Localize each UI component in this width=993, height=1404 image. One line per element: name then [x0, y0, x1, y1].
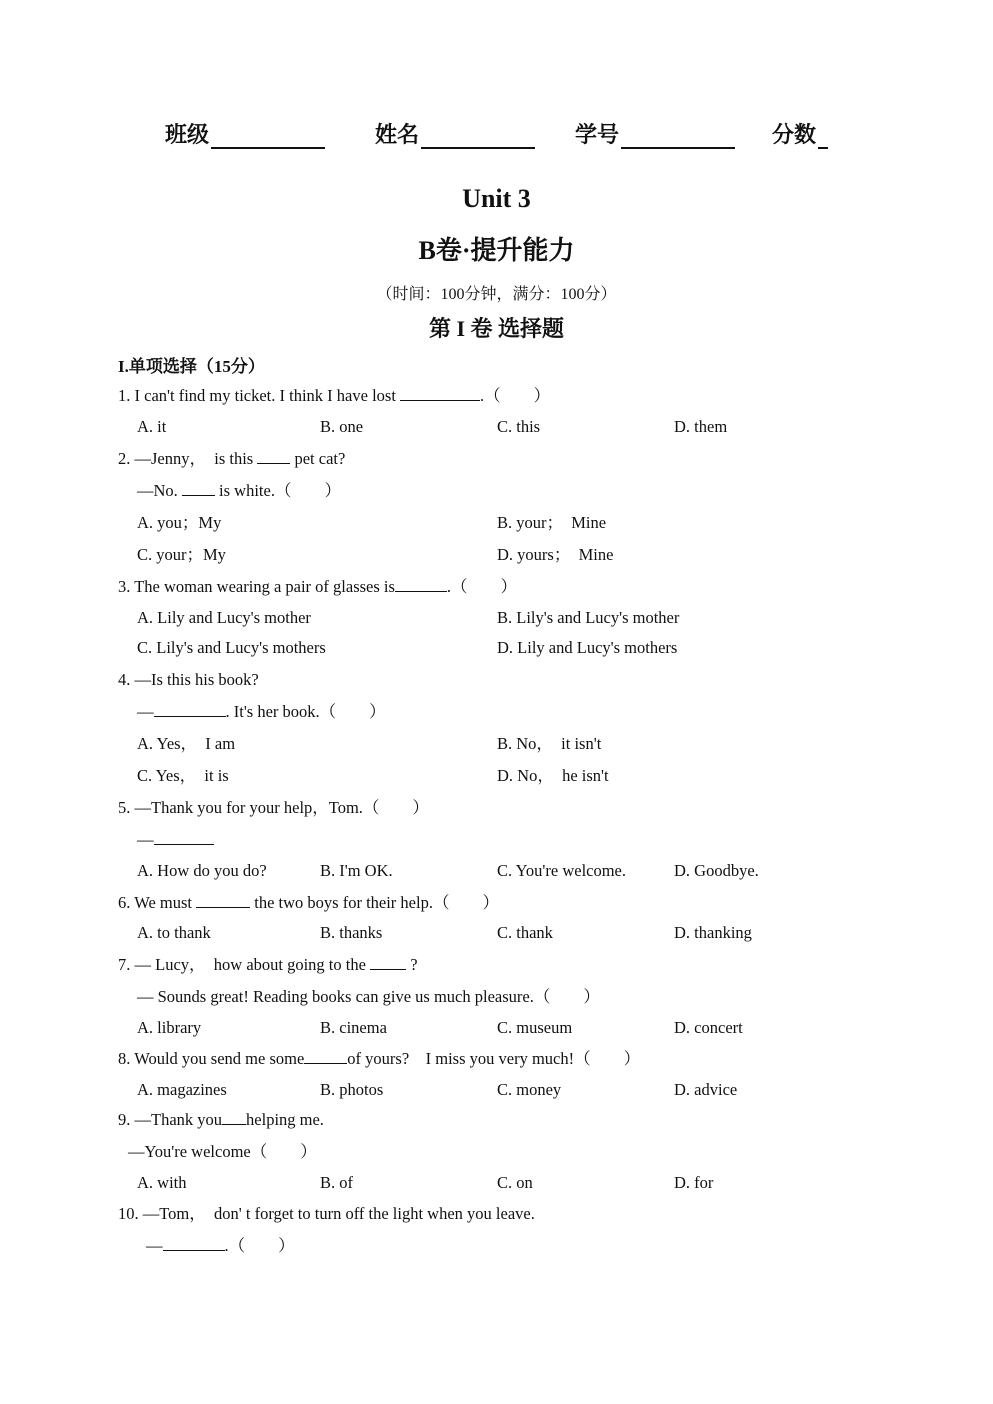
question-stem: 2. —Jenny， is this pet cat?: [118, 449, 346, 468]
option-a[interactable]: A. library: [137, 1018, 202, 1037]
name-label: 姓名: [375, 122, 420, 147]
student-id-blank[interactable]: [621, 123, 735, 149]
option-a[interactable]: A. to thank: [137, 923, 211, 942]
option-a[interactable]: A. with: [137, 1173, 187, 1192]
option-d[interactable]: D. for: [674, 1173, 714, 1192]
option-b[interactable]: B. of: [320, 1173, 353, 1192]
option-a[interactable]: A. it: [137, 417, 167, 436]
option-b[interactable]: B. No， it isn't: [497, 734, 602, 753]
question-reply: — Sounds great! Reading books can give us much pleasure.（ ）: [137, 987, 600, 1006]
question-stem: 7. — Lucy， how about going to the ?: [118, 955, 418, 974]
option-b[interactable]: B. Lily's and Lucy's mother: [497, 608, 680, 627]
option-c[interactable]: C. your；My: [137, 545, 226, 564]
student-info-header: [0, 118, 993, 150]
answer-blank[interactable]: [163, 1235, 225, 1251]
score-label: 分数: [772, 122, 817, 147]
question-reply: — . It's her book.（ ）: [137, 702, 386, 721]
option-b[interactable]: B. your； Mine: [497, 513, 607, 532]
class-field: [165, 118, 325, 149]
option-b[interactable]: B. I'm OK.: [320, 861, 393, 880]
option-b[interactable]: B. one: [320, 417, 364, 436]
question-reply: — .（ ）: [146, 1236, 295, 1255]
option-d[interactable]: D. thanking: [674, 923, 752, 942]
option-b[interactable]: B. cinema: [320, 1018, 387, 1037]
option-d[interactable]: D. them: [674, 417, 728, 436]
part-title: 第 I 卷 选择题: [428, 316, 565, 341]
option-c[interactable]: C. thank: [497, 923, 553, 942]
answer-blank[interactable]: [304, 1048, 347, 1064]
score-field: [772, 118, 828, 149]
option-d[interactable]: D. yours； Mine: [497, 545, 614, 564]
option-a[interactable]: A. Lily and Lucy's mother: [137, 608, 311, 627]
name-blank[interactable]: [421, 123, 535, 149]
answer-blank[interactable]: [182, 480, 215, 496]
question-stem: 1. I can't find my ticket. I think I have lost .（ ）: [118, 386, 551, 405]
question-reply: —You're welcome（ ）: [128, 1142, 317, 1161]
question-stem: 5. —Thank you for your help，Tom.（ ）: [118, 798, 429, 817]
name-field: [375, 118, 535, 149]
answer-blank[interactable]: [395, 576, 447, 592]
paper-subtitle: B卷·提升能力: [418, 236, 575, 265]
class-label: 班级: [165, 122, 210, 147]
question-stem: 3. The woman wearing a pair of glasses is .（ ）: [118, 577, 518, 596]
student-id-field: [575, 118, 735, 149]
student-id-label: 学号: [575, 122, 620, 147]
option-a[interactable]: A. How do you do?: [137, 861, 267, 880]
option-c[interactable]: C. on: [497, 1173, 533, 1192]
option-d[interactable]: D. advice: [674, 1080, 738, 1099]
question-stem: 9. —Thank you helping me.: [118, 1110, 324, 1129]
option-a[interactable]: A. magazines: [137, 1080, 227, 1099]
question-stem: 4. —Is this his book?: [118, 670, 259, 689]
section-title: I.单项选择（15分）: [118, 357, 265, 376]
option-a[interactable]: A. you；My: [137, 513, 222, 532]
option-d[interactable]: D. concert: [674, 1018, 743, 1037]
answer-blank[interactable]: [196, 892, 250, 908]
option-d[interactable]: D. No， he isn't: [497, 766, 609, 785]
unit-title: Unit 3: [462, 184, 531, 213]
answer-blank[interactable]: [257, 448, 290, 464]
option-c[interactable]: C. Lily's and Lucy's mothers: [137, 638, 326, 657]
answer-blank[interactable]: [400, 385, 480, 401]
option-a[interactable]: A. Yes， I am: [137, 734, 236, 753]
option-c[interactable]: C. Yes， it is: [137, 766, 229, 785]
option-b[interactable]: B. photos: [320, 1080, 384, 1099]
question-reply: —: [137, 829, 214, 851]
option-d[interactable]: D. Lily and Lucy's mothers: [497, 638, 678, 657]
question-stem: 10. —Tom， don' t forget to turn off the light when you leave.: [118, 1204, 535, 1223]
option-c[interactable]: C. museum: [497, 1018, 573, 1037]
question-stem: 8. Would you send me some of yours? I miss you very much!（ ）: [118, 1049, 641, 1068]
question-stem: 6. We must the two boys for their help.（ ）: [118, 893, 499, 912]
answer-blank[interactable]: [222, 1109, 246, 1125]
option-c[interactable]: C. You're welcome.: [497, 861, 627, 880]
answer-blank[interactable]: [154, 701, 226, 717]
option-c[interactable]: C. this: [497, 417, 541, 436]
option-c[interactable]: C. money: [497, 1080, 562, 1099]
option-b[interactable]: B. thanks: [320, 923, 383, 942]
question-reply: —No. is white.（ ）: [137, 481, 341, 500]
score-blank[interactable]: [818, 123, 828, 149]
answer-blank[interactable]: [154, 829, 214, 845]
answer-blank[interactable]: [370, 954, 406, 970]
option-d[interactable]: D. Goodbye.: [674, 861, 759, 880]
time-score-note: （时间：100分钟，满分：100分）: [376, 286, 617, 303]
class-blank[interactable]: [211, 123, 325, 149]
